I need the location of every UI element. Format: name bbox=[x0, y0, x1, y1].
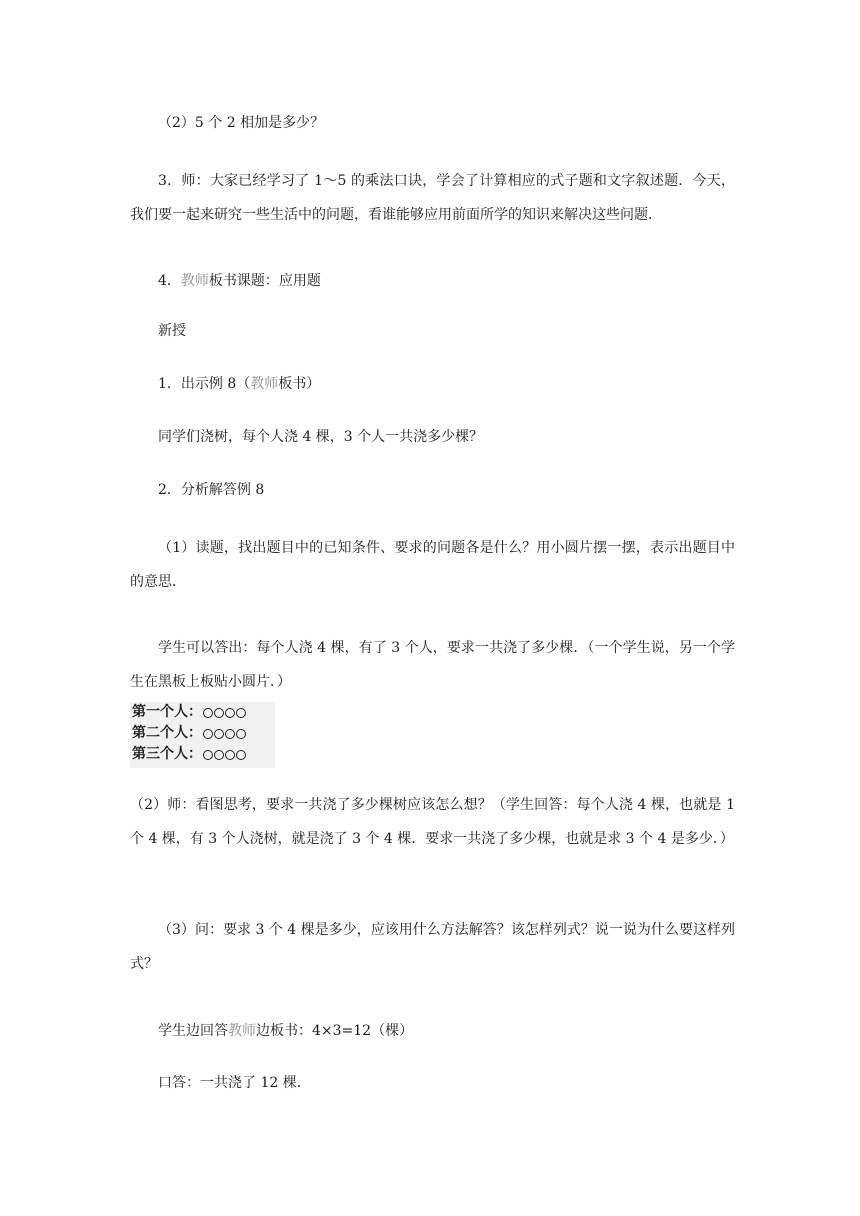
circle-icon bbox=[214, 729, 224, 739]
paragraph-problem: 同学们浇树，每个人浇 4 棵，3 个人一共浇多少棵？ bbox=[158, 429, 484, 445]
circle-icon bbox=[225, 729, 235, 739]
paragraph-example-8 bbox=[130, 367, 735, 401]
example-suffix: 板书） bbox=[278, 376, 321, 392]
section-heading-new: 新授 bbox=[158, 323, 186, 339]
circle-icon bbox=[225, 708, 235, 718]
circle-icon bbox=[203, 729, 213, 739]
figure-row-label: 第三个人： bbox=[132, 746, 202, 762]
paragraph-equation bbox=[130, 1014, 735, 1048]
circle-icon bbox=[214, 750, 224, 760]
figure-row-label: 第二个人： bbox=[132, 725, 202, 741]
figure-row-label: 第一个人： bbox=[132, 704, 202, 720]
teacher-keyword: 教师 bbox=[250, 376, 279, 392]
figure-row bbox=[130, 744, 275, 765]
teacher-keyword: 教师 bbox=[180, 273, 209, 289]
circle-group bbox=[203, 750, 246, 760]
paragraph-method-question: （3）问：要求 3 个 4 棵是多少，应该用什么方法解答？该怎样列式？说一说为什么要这样列式？ bbox=[130, 922, 735, 972]
paragraph-lesson-title bbox=[130, 264, 735, 298]
lesson-title-text: 板书课题：应用题 bbox=[208, 273, 321, 289]
figure-row bbox=[130, 702, 275, 723]
circle-figure bbox=[130, 702, 275, 768]
circle-icon bbox=[203, 708, 213, 718]
circle-group bbox=[203, 708, 246, 718]
circle-icon bbox=[236, 729, 246, 739]
paragraph-teacher-question: （2）师：看图思考，要求一共浇了多少棵树应该怎么想？（学生回答：每个人浇 4 棵，也就是 1 个 4 棵，有 3 个人浇树，就是浇了 3 个 4 棵．要求一共浇了多少棵，也就是求 3 个 4 是多少．） bbox=[130, 797, 735, 847]
circle-icon bbox=[236, 750, 246, 760]
paragraph-analysis: 2．分析解答例 8 bbox=[158, 482, 265, 498]
equation-prefix: 学生边回答 bbox=[158, 1023, 228, 1039]
paragraph-student-answer: 学生可以答出：每个人浇 4 棵，有了 3 个人，要求一共浇了多少棵．（一个学生说，另一个学生在黑板上板贴小圆片．） bbox=[130, 640, 735, 690]
circle-icon bbox=[214, 708, 224, 718]
circle-icon bbox=[203, 750, 213, 760]
paragraph-oral-answer: 口答：一共浇了 12 棵． bbox=[158, 1075, 311, 1091]
paragraph-question-2: （2）5 个 2 相加是多少？ bbox=[158, 115, 325, 131]
equation-text: 边板书：4×3=12（棵） bbox=[256, 1023, 414, 1039]
example-prefix: 1．出示例 8（ bbox=[158, 376, 251, 392]
paragraph-read-problem: （1）读题，找出题目中的已知条件、要求的问题各是什么？用小圆片摆一摆，表示出题目中的意思． bbox=[130, 540, 735, 590]
figure-row bbox=[130, 723, 275, 744]
circle-icon bbox=[225, 750, 235, 760]
teacher-keyword: 教师 bbox=[228, 1023, 256, 1039]
paragraph-teacher-intro: 3．师：大家已经学习了 1～5 的乘法口诀，学会了计算相应的式子题和文字叙述题．今天，我们要一起来研究一些生活中的问题，看谁能够应用前面所学的知识来解决这些问题． bbox=[130, 173, 735, 223]
step-number: 4． bbox=[158, 273, 181, 289]
circle-group bbox=[203, 729, 246, 739]
circle-icon bbox=[236, 708, 246, 718]
